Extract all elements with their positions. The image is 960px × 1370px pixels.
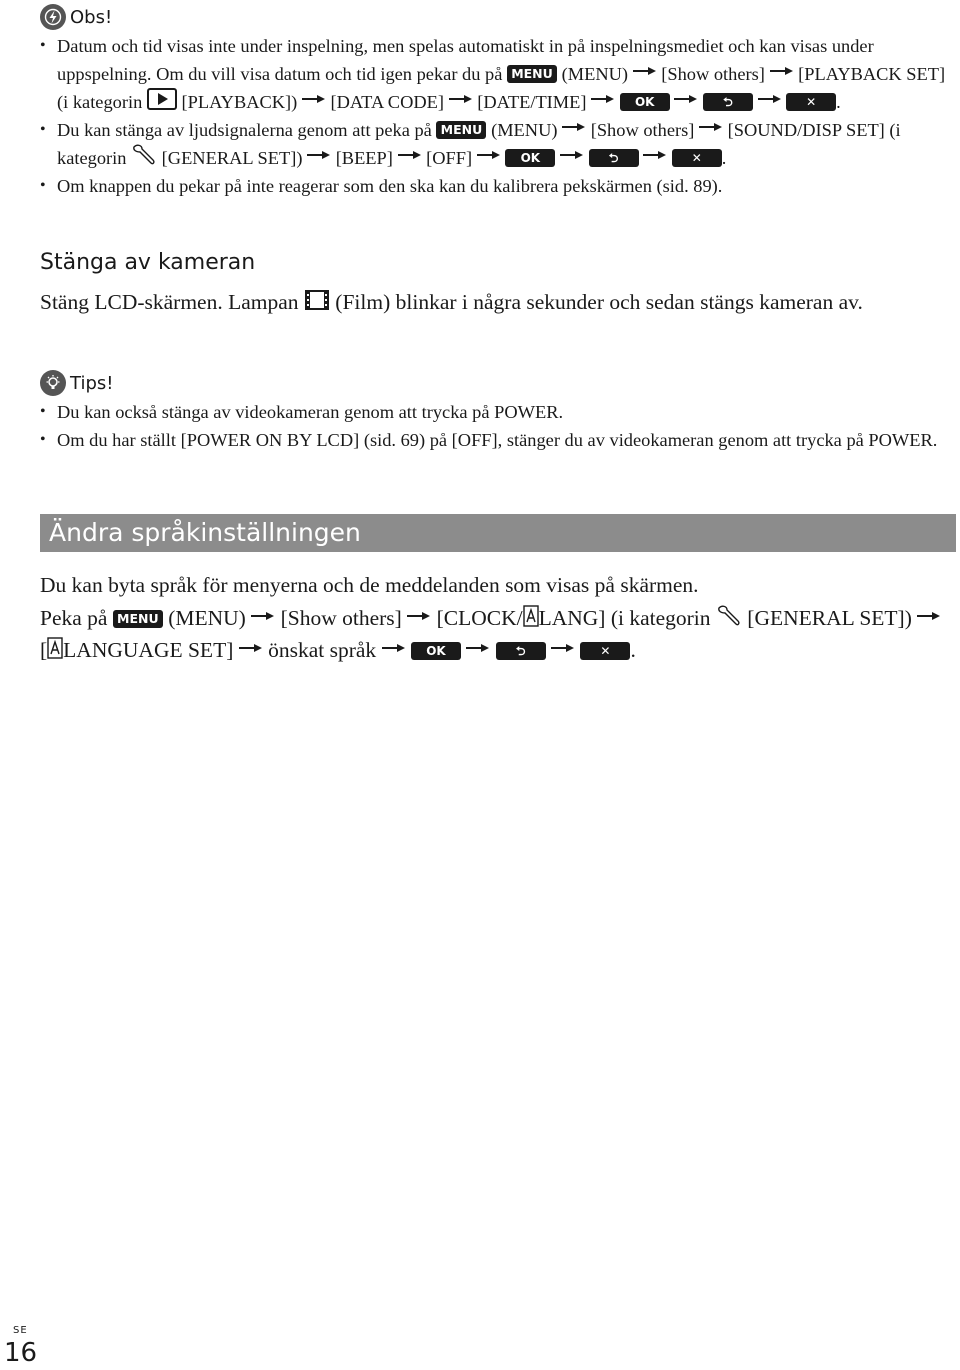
language-a-icon	[47, 637, 63, 659]
lightning-icon	[40, 4, 66, 30]
return-key-icon: ⮌	[589, 149, 639, 167]
arrow-right-icon	[398, 150, 422, 160]
arrow-right-icon	[251, 611, 275, 621]
arrow-right-icon	[758, 94, 782, 104]
arrow-right-icon	[407, 611, 431, 621]
text: LANG] (i kategorin	[538, 606, 711, 630]
close-key-icon: ✕	[580, 642, 630, 660]
arrow-right-icon	[674, 94, 698, 104]
page-number: 16	[4, 1338, 38, 1368]
obs-bullet-1: • Datum och tid visas inte under inspelning, men spelas automatiskt in på inspelningsmediet och kan visas under uppspelning. Om du vill visa datum och tid igen pekar du på MENU (MENU) [Show others] [PLAYBACK SET] (i kategorin [PLAYBACK]) [DATA CODE] [DATE/TIME] OK ⮌ ✕ .	[40, 32, 955, 116]
arrow-right-icon	[633, 66, 657, 76]
text: (Film) blinkar i några sekunder och sedan stängs kameran av.	[335, 290, 863, 314]
arrow-right-icon	[477, 150, 501, 160]
text: [Show others]	[661, 64, 765, 84]
text: (MENU)	[168, 606, 246, 630]
tips-bullet-2: • Om du har ställt [POWER ON BY LCD] (sid. 69) på [OFF], stänger du av videokameran genom att trycka på POWER.	[40, 426, 955, 454]
arrow-right-icon	[643, 150, 667, 160]
turn-off-text	[40, 286, 952, 318]
close-key-icon: ✕	[786, 93, 836, 111]
ok-key-icon: OK	[411, 642, 461, 660]
arrow-right-icon	[591, 94, 615, 104]
text: [PLAYBACK])	[181, 92, 298, 112]
text: [DATA CODE]	[330, 92, 444, 112]
film-icon	[304, 289, 330, 311]
arrow-right-icon	[699, 122, 723, 132]
tips-bullet-1: • Du kan också stänga av videokameran genom att trycka på POWER.	[40, 398, 955, 426]
menu-key-icon: MENU	[436, 121, 486, 139]
language-steps: Peka på MENU (MENU) [Show others] [CLOCK/ LANG] (i kategorin [GENERAL SET]) [ LANGUAGE SET] önskat språk OK ⮌ ✕ .	[40, 602, 952, 666]
text: önskat språk	[268, 638, 377, 662]
text: [SOUND/DISP SET] (i kategorin	[57, 120, 901, 168]
text: [BEEP]	[335, 148, 393, 168]
language-a-icon	[523, 605, 539, 627]
arrow-right-icon	[770, 66, 794, 76]
text: [Show others]	[590, 120, 695, 140]
playback-icon	[147, 88, 177, 110]
lightbulb-icon	[40, 370, 66, 396]
arrow-right-icon	[917, 611, 941, 621]
text: [PLAYBACK SET] (i kategorin	[57, 64, 946, 112]
text: (MENU)	[491, 120, 558, 140]
close-key-icon: ✕	[672, 149, 722, 167]
text: [GENERAL SET])	[747, 606, 912, 630]
text: Datum och tid visas inte under inspelning, men spelas automatiskt in på inspelningsmediet och kan visas under uppspelning. Om du vill visa datum och tid igen pekar du på	[57, 36, 874, 84]
tips-heading-text: Tips!	[70, 372, 114, 394]
tips-list	[40, 398, 955, 454]
wrench-icon	[131, 144, 157, 166]
ok-key-icon: OK	[620, 93, 670, 111]
text: [GENERAL SET])	[161, 148, 303, 168]
menu-key-icon: MENU	[113, 610, 163, 628]
text: [CLOCK/	[436, 606, 523, 630]
language-section-heading: Ändra språkinställningen	[40, 514, 956, 552]
text: [DATE/TIME]	[477, 92, 587, 112]
arrow-right-icon	[307, 150, 331, 160]
obs-list	[40, 32, 955, 200]
arrow-right-icon	[551, 643, 575, 653]
arrow-right-icon	[382, 643, 406, 653]
arrow-right-icon	[302, 94, 326, 104]
text: (MENU)	[561, 64, 629, 84]
obs-heading-text: Obs!	[70, 6, 113, 28]
text: [	[40, 638, 48, 662]
ok-key-icon: OK	[505, 149, 555, 167]
text: Stäng LCD-skärmen. Lampan	[40, 290, 299, 314]
obs-bullet-3: • Om knappen du pekar på inte reagerar som den ska kan du kalibrera pekskärmen (sid. 89).	[40, 172, 955, 200]
text: [OFF]	[426, 148, 473, 168]
return-key-icon: ⮌	[496, 642, 546, 660]
text: LANGUAGE SET]	[63, 638, 234, 662]
footer-language-code: SE	[13, 1325, 28, 1336]
arrow-right-icon	[239, 643, 263, 653]
menu-key-icon: MENU	[507, 65, 557, 83]
text: Du kan stänga av ljudsignalerna genom att peka på	[57, 120, 432, 140]
obs-bullet-2: • Du kan stänga av ljudsignalerna genom att peka på MENU (MENU) [Show others] [SOUND/DISP SET] (i kategorin [GENERAL SET]) [BEEP] [OFF] OK ⮌ ✕ .	[40, 116, 955, 172]
language-intro: Du kan byta språk för menyerna och de meddelanden som visas på skärmen.	[40, 573, 699, 597]
arrow-right-icon	[560, 150, 584, 160]
text: Peka på	[40, 606, 108, 630]
obs-heading	[40, 4, 112, 30]
arrow-right-icon	[466, 643, 490, 653]
text: [Show others]	[280, 606, 402, 630]
return-key-icon: ⮌	[703, 93, 753, 111]
tips-heading	[40, 370, 113, 396]
turn-off-heading: Stänga av kameran	[40, 250, 256, 275]
arrow-right-icon	[562, 122, 586, 132]
wrench-icon	[716, 605, 742, 627]
arrow-right-icon	[449, 94, 473, 104]
